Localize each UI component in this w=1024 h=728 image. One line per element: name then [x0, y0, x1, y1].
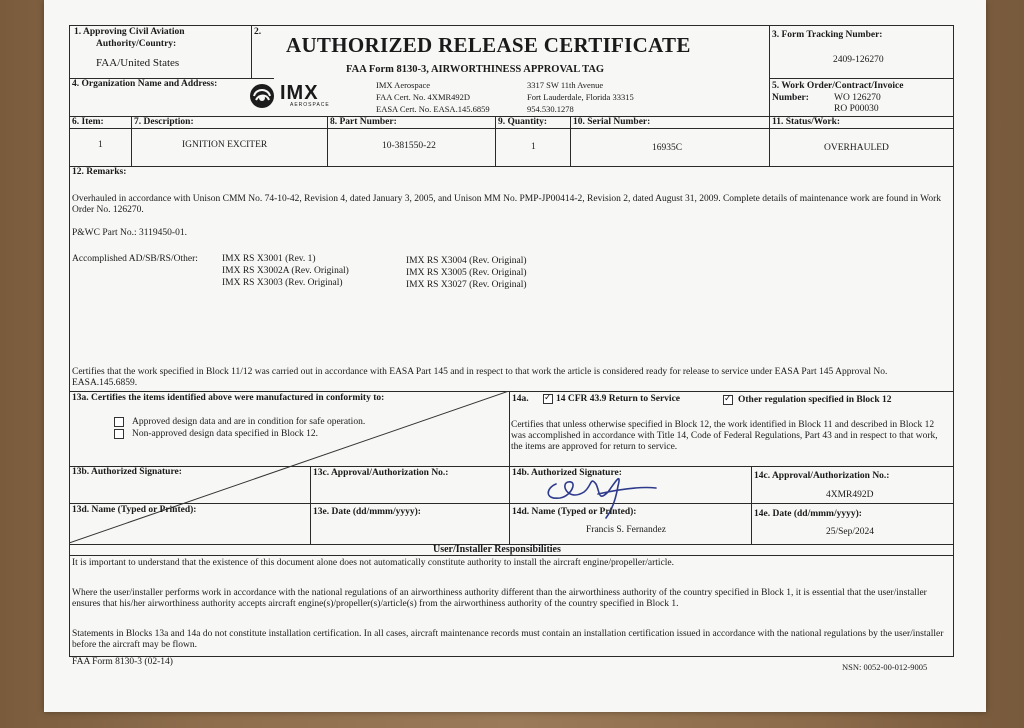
block-7-label: 7. Description: [134, 117, 194, 127]
accomplished-item: IMX RS X3002A (Rev. Original) [222, 266, 349, 276]
block-5-ro: RO P00030 [834, 104, 879, 114]
nsn-footer: NSN: 0052-00-012-9005 [842, 662, 928, 672]
block-14a-statement: Certifies that unless otherwise specified in Block 12, the work identified in Block 11 and described in Block 12 was accomplished in accordance with Title 14, Code of Federal Regulations, Part 43 and in respect to that work, the items are approved for return to service. [511, 420, 938, 452]
responsibilities-paragraph-3: Statements in Blocks 13a and 14a do not constitute installation certification. In all cases, aircraft maintenance records must contain an installation certification issued in accordance with the national regulations by the user/installer before the aircraft may be flown. [72, 629, 944, 650]
block-9-label: 9. Quantity: [498, 117, 548, 127]
org-address-line1: 3317 SW 11th Avenue [527, 80, 604, 90]
easa-statement: Certifies that the work specified in Block 11/12 was carried out in accordance with EASA Part 145 and in respect to that work the article is considered ready for release to service under EASA Part 145 Approval No. EASA.145.6859. [72, 367, 888, 388]
status-value: OVERHAULED [824, 143, 889, 153]
block-2-label: 2. [254, 27, 262, 37]
serial-number-value: 16935C [652, 143, 683, 153]
accomplished-item: IMX RS X3027 (Rev. Original) [406, 280, 527, 290]
form-subtitle: FAA Form 8130-3, AIRWORTHINESS APPROVAL TAG [346, 64, 605, 75]
block-4-label: 4. Organization Name and Address: [72, 79, 218, 89]
form-title: AUTHORIZED RELEASE CERTIFICATE [286, 33, 691, 57]
block-5-work-order: WO 126270 [834, 93, 881, 103]
quantity-value: 1 [531, 142, 536, 152]
part-number-value: 10-381550-22 [382, 141, 436, 151]
block-13e-label: 13e. Date (dd/mmm/yyyy): [313, 507, 421, 517]
org-easa-cert: EASA Cert. No. EASA.145.6859 [376, 104, 490, 114]
accomplished-item: IMX RS X3004 (Rev. Original) [406, 256, 527, 266]
block-12-label: 12. Remarks: [72, 167, 127, 177]
responsibilities-paragraph-1: It is important to understand that the existence of this document alone does not automatically constitute authority to install the aircraft engine/propeller/article. [72, 558, 675, 568]
block-3-label: 3. Form Tracking Number: [772, 30, 883, 40]
accomplished-label: Accomplished AD/SB/RS/Other: [72, 254, 198, 264]
org-faa-cert: FAA Cert. No. 4XMR492D [376, 92, 471, 102]
other-regulation-checkbox[interactable] [723, 395, 733, 405]
block-13a-label: 13a. Certifies the items identified above were manufactured in conformity to: [72, 393, 385, 403]
block-5-label: 5. Work Order/Contract/Invoice [772, 81, 904, 91]
responsibilities-paragraph-2: Where the user/installer performs work in accordance with the national regulations of an airworthiness authority different than the airworthiness authority of the country specified in Block 1, it is essential that the user/installer ensures that his/her airworthiness authority accepts aircraft engine(s)/propeller(s)/article(s) from the airworthiness authority of the country specified in Block 1. [72, 588, 927, 609]
block-14e-value: 25/Sep/2024 [826, 527, 875, 537]
org-phone: 954.530.1278 [527, 104, 574, 114]
non-approved-design-checkbox[interactable] [114, 429, 124, 439]
accomplished-item: IMX RS X3005 (Rev. Original) [406, 268, 527, 278]
block-14a-label: 14a. [512, 394, 529, 404]
block-14d-label: 14d. Name (Typed or Printed): [512, 507, 637, 517]
block-10-label: 10. Serial Number: [573, 117, 651, 127]
imx-aerospace-logo [248, 82, 350, 110]
block-14d-value: Francis S. Fernandez [586, 525, 666, 535]
block-1-value: FAA/United States [96, 57, 180, 69]
block-1-label: 1. Approving Civil Aviation [74, 27, 185, 37]
non-approved-design-label: Non-approved design data specified in Block 12. [132, 429, 318, 439]
block-13b-label: 13b. Authorized Signature: [72, 467, 182, 477]
org-address-line2: Fort Lauderdale, Florida 33315 [527, 92, 634, 102]
org-name: IMX Aerospace [376, 80, 431, 90]
logo-subtext: AEROSPACE [290, 102, 330, 108]
logo-wordmark: IMX [280, 82, 319, 104]
return-to-service-checkbox[interactable] [543, 394, 553, 404]
other-regulation-label: Other regulation specified in Block 12 [738, 395, 892, 405]
block-6-label: 6. Item: [72, 117, 104, 127]
block-14c-label: 14c. Approval/Authorization No.: [754, 471, 890, 481]
responsibilities-heading: User/Installer Responsibilities [433, 544, 561, 555]
block-1-label-line2: Authority/Country: [96, 39, 177, 49]
description-value: IGNITION EXCITER [182, 140, 268, 150]
pwc-part-number: P&WC Part No.: 3119450-01. [72, 228, 187, 238]
block-14c-value: 4XMR492D [826, 490, 874, 500]
imx-logo-icon [248, 82, 276, 110]
block-13d-label: 13d. Name (Typed or Printed): [72, 505, 197, 515]
block-14e-label: 14e. Date (dd/mmm/yyyy): [754, 509, 862, 519]
approved-design-label: Approved design data and are in condition for safe operation. [132, 417, 366, 427]
block-3-value: 2409-126270 [833, 55, 884, 65]
block-5-label-line2: Number: [772, 93, 809, 103]
return-to-service-label: 14 CFR 43.9 Return to Service [556, 394, 681, 404]
form-number-footer: FAA Form 8130-3 (02-14) [72, 657, 173, 667]
approved-design-checkbox[interactable] [114, 417, 124, 427]
accomplished-item: IMX RS X3003 (Rev. Original) [222, 278, 343, 288]
remarks-paragraph: Overhauled in accordance with Unison CMM No. 74-10-42, Revision 4, dated January 3, 2005, and Unison MM No. PMP-JP00414-2, Revision 2, dated August 31, 2009. Complete details of maintenance work are found in Work Order No. 126270. [72, 194, 941, 215]
accomplished-item: IMX RS X3001 (Rev. 1) [222, 254, 316, 264]
block-11-label: 11. Status/Work: [772, 117, 841, 127]
item-value: 1 [98, 140, 103, 150]
block-13c-label: 13c. Approval/Authorization No.: [313, 468, 449, 478]
block-8-label: 8. Part Number: [330, 117, 397, 127]
block-14b-label: 14b. Authorized Signature: [512, 468, 622, 478]
